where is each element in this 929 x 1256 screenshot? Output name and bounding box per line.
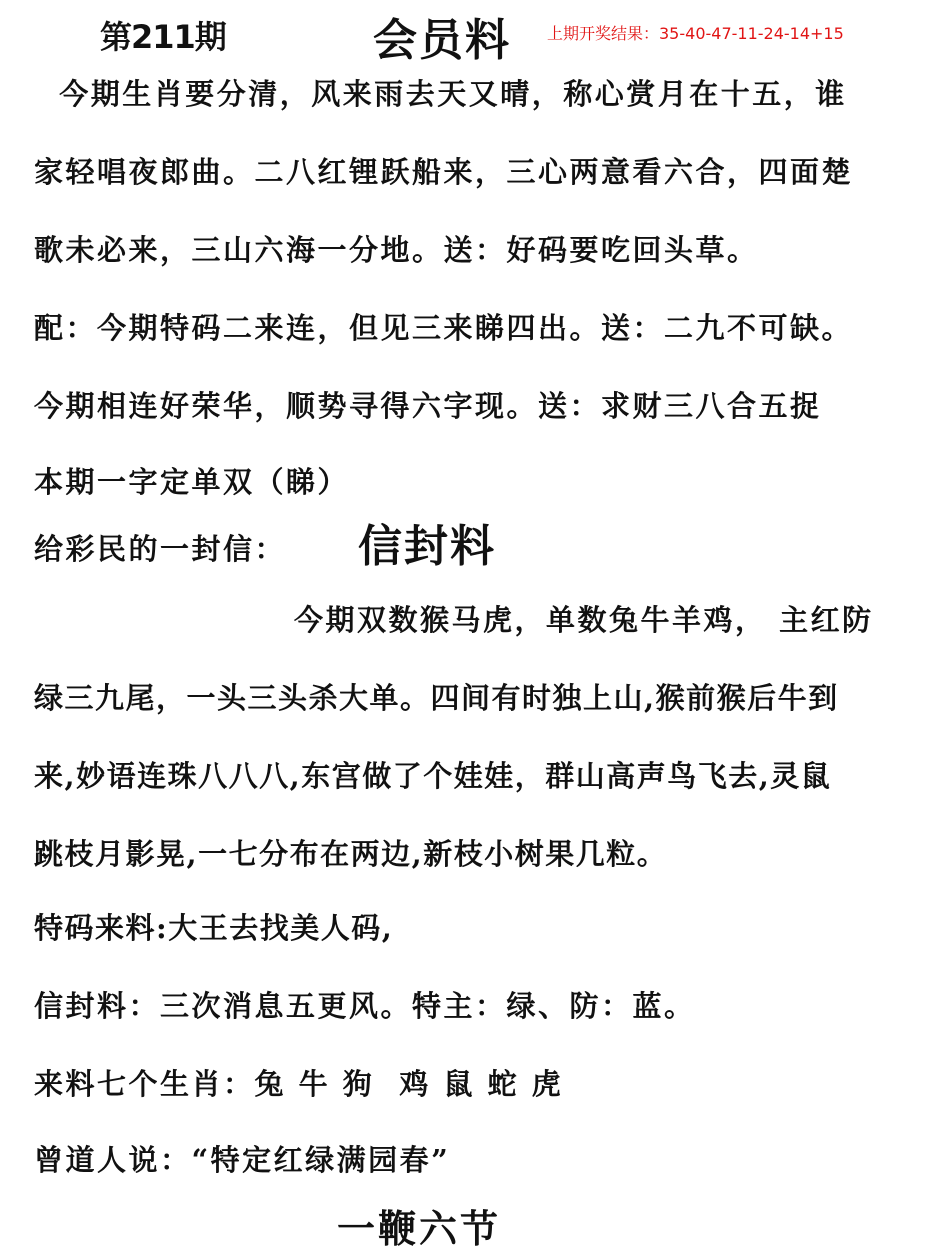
letter-line-5: 特码来料:大王去找美人码, bbox=[34, 911, 394, 945]
letter-line-3: 来,妙语连珠八八八,东宫做了个娃娃，群山高声鸟飞去,灵鼠 bbox=[34, 759, 832, 793]
member-line-4: 配：今期特码二来连，但见三来睇四出。送：二九不可缺。 bbox=[34, 311, 854, 345]
letter-line-7: 来料七个生肖：兔 牛 狗 鸡 鼠 蛇 虎 bbox=[34, 1067, 564, 1101]
letter-line-4: 跳枝月影晃,一七分布在两边,新枝小树果几粒。 bbox=[34, 837, 668, 871]
letter-line-1: 今期双数猴马虎，单数兔牛羊鸡， 主红防 bbox=[294, 603, 874, 637]
page-title: 会员料 bbox=[373, 15, 511, 66]
last-draw-result: 上期开奖结果：35-40-47-11-24-14+15 bbox=[547, 24, 844, 43]
letter-intro: 给彩民的一封信： bbox=[34, 532, 287, 566]
member-line-2: 家轻唱夜郎曲。二八红锂跃船来，三心两意看六合，四面楚 bbox=[34, 155, 854, 189]
letter-line-8: 曾道人说：“特定红绿满园春” bbox=[34, 1143, 451, 1177]
member-line-6: 本期一字定单双（睇） bbox=[34, 465, 350, 499]
member-line-3: 歌未必来，三山六海一分地。送：好码要吃回头草。 bbox=[34, 233, 759, 267]
member-line-1: 今期生肖要分清，风来雨去天又晴，称心赏月在十五，谁 bbox=[34, 77, 847, 111]
footer-title: 一鞭六节 bbox=[337, 1206, 502, 1251]
issue-number: 第211期 bbox=[100, 18, 226, 56]
letter-line-6: 信封料：三次消息五更风。特主：绿、防：蓝。 bbox=[34, 989, 696, 1023]
member-line-5: 今期相连好荣华，顺势寻得六字现。送：求财三八合五捉 bbox=[34, 389, 822, 423]
letter-line-2: 绿三九尾，一头三头杀大单。四间有时独上山,猴前猴后牛到 bbox=[34, 681, 839, 715]
envelope-title: 信封料 bbox=[358, 521, 496, 572]
